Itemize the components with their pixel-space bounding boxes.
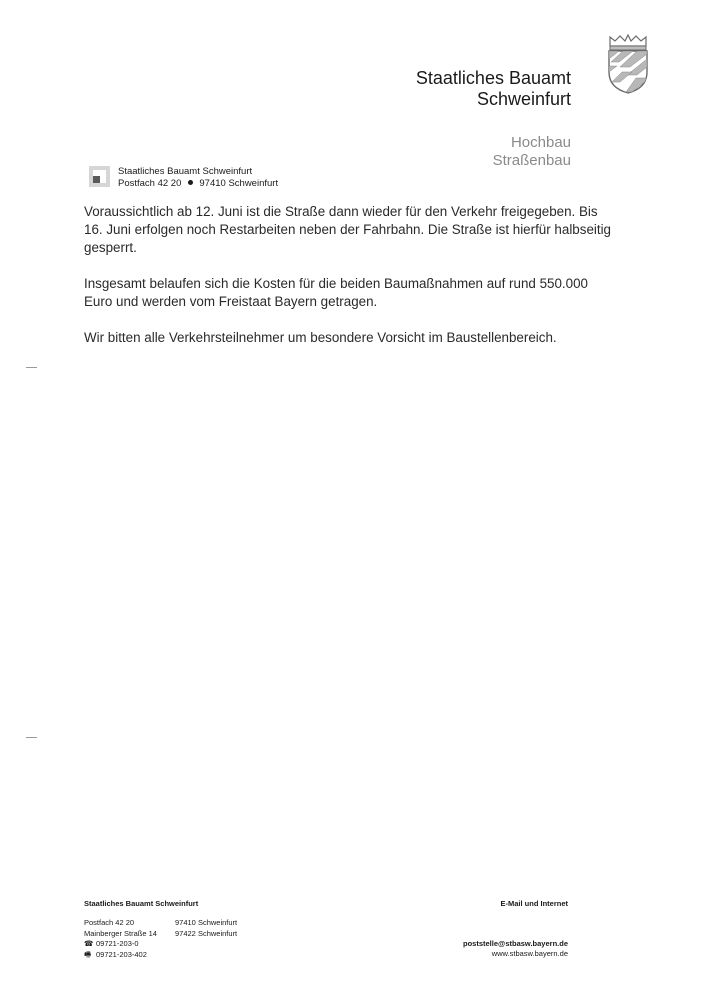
authority-name-line1: Staatliches Bauamt	[415, 68, 571, 88]
footer-address-block	[84, 918, 237, 960]
footer-authority-name: Staatliches Bauamt Schweinfurt	[84, 899, 199, 908]
footer-phone-row	[84, 939, 237, 950]
bavarian-coat-of-arms-icon	[606, 34, 650, 94]
department-strassenbau: Straßenbau	[492, 152, 571, 169]
sender-address	[118, 166, 278, 190]
body-paragraph: Voraussichtlich ab 12. Juni ist die Straße dann wieder für den Verkehr freigegeben. Bis 16. Juni erfolgen noch Restarbeiten neben der Fahrbahn. Die Straße ist hierfür halbseitig gesperrt.	[84, 204, 612, 255]
authority-name-line2: Schweinfurt	[476, 89, 571, 109]
fold-mark	[26, 737, 37, 738]
footer-email-link[interactable]: poststelle@stbasw.bayern.de	[463, 939, 568, 948]
footer-street-city: 97422 Schweinfurt	[175, 928, 238, 938]
footer-po-box: Postfach 42 20	[84, 918, 135, 927]
footer-fax-row	[84, 950, 237, 961]
footer-contact-title: E-Mail und Internet	[500, 899, 568, 908]
body-paragraph: Insgesamt belaufen sich die Kosten für die beiden Baumaßnahmen auf rund 550.000 Euro und werden vom Freistaat Bayern getragen.	[84, 276, 588, 309]
sender-city: 97410 Schweinfurt	[199, 178, 279, 189]
department-hochbau: Hochbau	[510, 134, 571, 151]
fax-icon: 🖷	[84, 949, 92, 959]
footer-po-city: 97410 Schweinfurt	[175, 918, 238, 927]
sender-name: Staatliches Bauamt Schweinfurt	[118, 166, 253, 177]
footer-street: Mainberger Straße 14	[84, 928, 157, 938]
phone-icon: ☎	[84, 939, 94, 948]
footer-address-row	[84, 918, 237, 929]
sender-po-box: Postfach 42 20	[118, 178, 182, 189]
footer-address-row	[84, 929, 237, 940]
letter-body	[84, 203, 619, 365]
sender-postal-line	[118, 178, 278, 190]
bullet-separator-icon	[188, 180, 193, 185]
fold-mark	[26, 367, 37, 368]
footer-phone: 09721-203-0	[96, 939, 139, 948]
bauamt-logo-icon	[89, 166, 110, 187]
footer-fax: 09721-203-402	[96, 949, 147, 959]
footer-website-link[interactable]: www.stbasw.bayern.de	[491, 949, 568, 958]
body-paragraph: Wir bitten alle Verkehrsteilnehmer um besondere Vorsicht im Baustellenbereich.	[84, 330, 557, 345]
